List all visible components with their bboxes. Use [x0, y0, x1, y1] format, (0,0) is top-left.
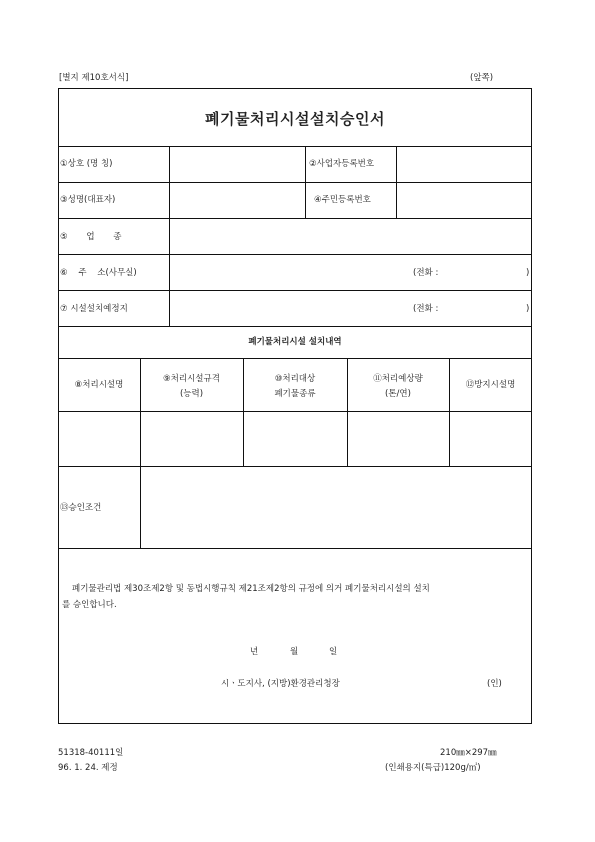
- rule-section-bottom: [58, 358, 532, 359]
- rule-row4-bottom: [58, 290, 532, 291]
- business-reg-label: ②사업자등록번호: [309, 159, 375, 169]
- rule-title-bottom: [58, 146, 532, 147]
- rule-row2-bottom: [58, 218, 532, 219]
- date-month-label: 월: [290, 647, 299, 657]
- enactment-date: 96. 1. 24. 제정: [58, 763, 118, 773]
- form-frame: [58, 88, 532, 724]
- paper-size: 210㎜×297㎜: [440, 748, 497, 758]
- form-number-label: [별지 제10호서식]: [59, 73, 129, 83]
- front-side-label: (앞쪽): [470, 73, 494, 83]
- statement-line-2: 를 승인합니다.: [62, 600, 117, 610]
- rule-row5-bottom: [58, 326, 532, 327]
- section-title: 폐기물처리시설 설치내역: [248, 337, 342, 347]
- resident-reg-label: ④주민등록번호: [314, 195, 371, 205]
- paper-spec: (인쇄용지(특급)120g/㎡): [385, 763, 481, 773]
- address-phone-close: ): [526, 268, 530, 278]
- company-name-label: ①상호 (명 칭): [60, 159, 113, 169]
- rule-mid-value-divider: [396, 146, 397, 218]
- date-day-label: 일: [329, 647, 338, 657]
- site-phone-label: (전화 :: [413, 304, 439, 314]
- capacity-subheader: (톤/연): [385, 389, 411, 399]
- rule-mid-divider: [305, 146, 306, 218]
- rule-row1-bottom: [58, 182, 532, 183]
- prevention-header: ⑫방지시설명: [465, 380, 516, 390]
- waste-type-header: ⑩처리대상: [274, 374, 316, 384]
- rule-conditions-bottom: [58, 548, 532, 549]
- site-phone-close: ): [526, 304, 530, 314]
- facility-name-header: ⑧처리시설명: [74, 380, 124, 390]
- capacity-cell[interactable]: [348, 412, 448, 465]
- document-title: 폐기물처리시설설치승인서: [205, 110, 385, 128]
- facility-spec-subheader: (능력): [179, 389, 204, 399]
- form-code: 51318-40111일: [58, 748, 124, 758]
- representative-label: ③성명(대표자): [60, 195, 116, 205]
- waste-type-cell[interactable]: [244, 412, 346, 465]
- prevention-cell[interactable]: [450, 412, 531, 465]
- facility-spec-cell[interactable]: [141, 412, 242, 465]
- address-label: ⑥ 주 소(사무실): [60, 268, 137, 278]
- capacity-header: ⑪처리예상량: [373, 374, 423, 384]
- statement-line-1: 폐기물관리법 제30조제2항 및 동법시행규칙 제21조제2항의 규정에 의거 폐기물처리시설의 설치: [72, 584, 430, 594]
- industry-label: ⑤ 업 종: [60, 232, 122, 242]
- rule-row3-bottom: [58, 254, 532, 255]
- waste-type-subheader: 폐기물종류: [274, 389, 316, 399]
- conditions-cell[interactable]: [141, 467, 531, 547]
- issuing-authority: 시ㆍ도지사, (지방)환경관리청장: [221, 679, 340, 689]
- address-phone-label: (전화 :: [413, 268, 439, 278]
- site-label: ⑦ 시설설치예정지: [60, 304, 128, 314]
- seal-mark: (인): [487, 679, 502, 689]
- date-year-label: 년: [250, 647, 259, 657]
- facility-spec-header: ⑨처리시설규격: [163, 374, 220, 384]
- rule-label-divider: [169, 146, 170, 326]
- conditions-label: ⑬승인조건: [60, 503, 102, 513]
- facility-name-cell[interactable]: [59, 412, 139, 465]
